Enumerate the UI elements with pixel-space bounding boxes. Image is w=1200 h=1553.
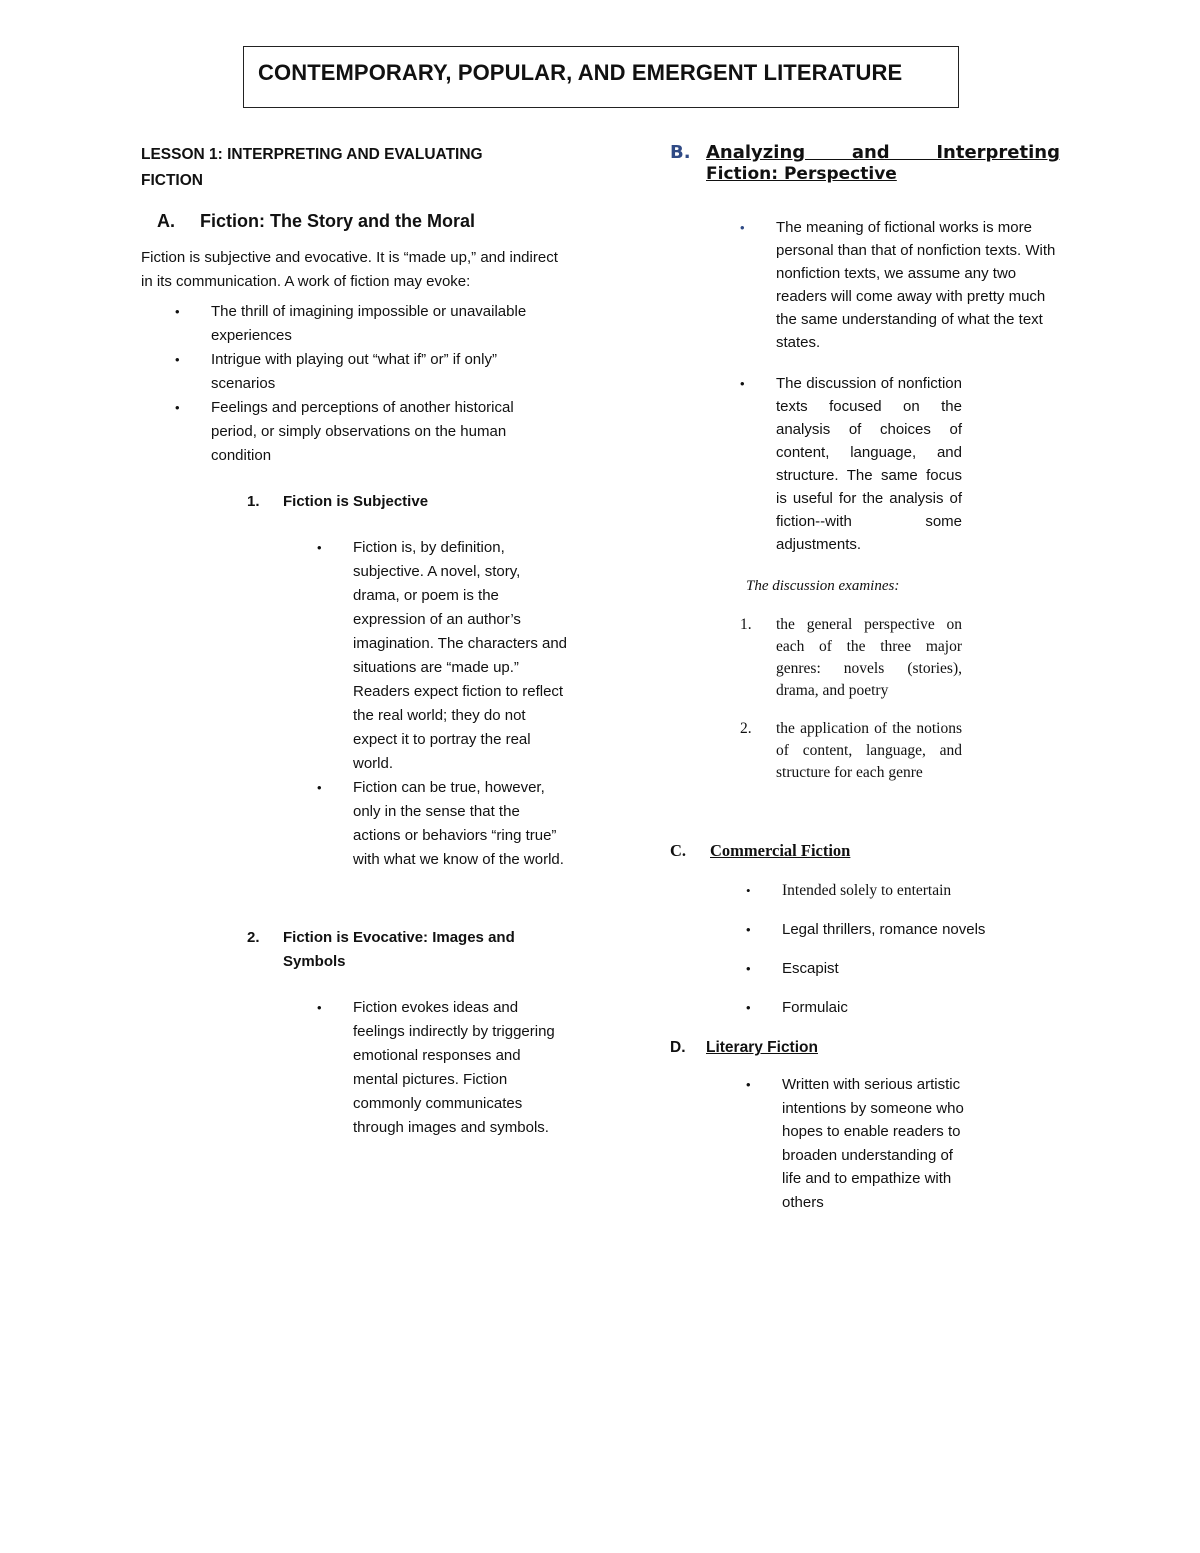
subsection-1-title: Fiction is Subjective <box>283 493 429 510</box>
evokes-list <box>175 300 561 468</box>
document-title: CONTEMPORARY, POPULAR, AND EMERGENT LITERATURE <box>258 60 903 85</box>
section-b-title-line2: Fiction: Perspective <box>706 164 897 184</box>
bullet-icon: • <box>746 1000 751 1015</box>
section-c-letter: C. <box>670 841 687 860</box>
list-item <box>746 1073 966 1214</box>
list-item-text: Fiction is, by definition, subjective. A novel, story, drama, or poem is the expression of an author’s imagination. The characters and situations are “made up.” Readers expect fiction to reflect the real world; they do not expect it to portray the real world. <box>353 539 568 772</box>
list-item <box>175 300 561 348</box>
list-item-text: Fiction evokes ideas and feelings indirectly by triggering emotional responses and mental pictures. Fiction commonly communicates through images and symbols. <box>353 999 555 1136</box>
section-a-heading <box>157 208 571 234</box>
lesson-heading: LESSON 1: INTERPRETING AND EVALUATING FICTION <box>141 146 483 189</box>
section-c-title: Commercial Fiction <box>710 841 851 860</box>
section-d-list <box>746 1073 966 1214</box>
bullet-icon: • <box>317 1000 322 1015</box>
section-b-heading <box>670 142 1070 186</box>
list-item-text: Written with serious artistic intentions by someone who hopes to enable readers to broaden understanding of life and to empathize with others <box>782 1076 964 1211</box>
section-c-list <box>746 878 1022 1021</box>
bullet-icon: • <box>746 961 751 976</box>
bullet-icon: • <box>317 540 322 555</box>
list-item <box>746 878 1022 904</box>
section-d-title: Literary Fiction <box>706 1039 818 1056</box>
list-item-text: Intended solely to entertain <box>782 882 952 899</box>
subsection-1-number: 1. <box>247 493 260 510</box>
bullet-icon: • <box>175 352 180 367</box>
section-a-title: Fiction: The Story and the Moral <box>200 211 476 231</box>
section-d-letter: D. <box>670 1039 686 1056</box>
examines-list <box>740 614 962 784</box>
list-item <box>746 917 1022 943</box>
subsection-2-title: Fiction is Evocative: Images and Symbols <box>283 929 515 970</box>
subsection-2-heading <box>141 926 571 974</box>
list-item <box>175 396 561 468</box>
list-item <box>746 995 1022 1021</box>
list-item-text: The meaning of fictional works is more personal than that of nonfiction texts. With nonfiction texts, we assume any two readers will come away with pretty much the same understanding of what the text states. <box>776 219 1056 351</box>
list-item <box>317 776 568 872</box>
subsection-1-list <box>317 536 568 872</box>
bullet-icon: • <box>740 376 745 391</box>
section-b-list-1 <box>740 216 1060 354</box>
bullet-icon: • <box>175 304 180 319</box>
right-column <box>670 142 1070 1214</box>
list-item-text: Formulaic <box>782 999 848 1016</box>
list-number: 2. <box>740 720 752 737</box>
list-item-text: Fiction can be true, however, only in the sense that the actions or behaviors “ring true” with what we know of the world. <box>353 779 564 868</box>
list-item <box>317 536 568 776</box>
section-c-heading <box>670 838 1070 864</box>
section-b-list-2 <box>740 372 962 556</box>
section-b-title-line1: Analyzing and Interpreting <box>706 142 1060 163</box>
bullet-icon: • <box>175 400 180 415</box>
list-item <box>746 956 1022 982</box>
list-item-text: the general perspective on each of the three major genres: novels (stories), drama, and poetry <box>776 616 962 699</box>
list-item-text: Legal thrillers, romance novels <box>782 921 986 938</box>
bullet-icon: • <box>317 780 322 795</box>
bullet-icon: • <box>740 220 745 235</box>
list-item-text: The thrill of imagining impossible or unavailable experiences <box>211 303 527 344</box>
examines-label: The discussion examines: <box>746 578 900 594</box>
list-item-text: the application of the notions of content, language, and structure for each genre <box>776 720 962 781</box>
list-item-text: Escapist <box>782 960 839 977</box>
list-item <box>740 372 962 556</box>
subsection-2-list <box>317 996 568 1140</box>
list-item <box>740 614 962 702</box>
section-b-letter: B. <box>670 142 691 163</box>
list-item <box>740 718 962 784</box>
section-a-letter: A. <box>157 211 175 231</box>
list-item-text: Intrigue with playing out “what if” or” if only” scenarios <box>211 351 497 392</box>
list-item <box>175 348 561 396</box>
left-column <box>141 142 571 1140</box>
list-item <box>317 996 568 1140</box>
list-item-text: The discussion of nonfiction texts focused on the analysis of choices of content, language, and structure. The same focus is useful for the analysis of fiction--with some adjustments. <box>776 375 962 553</box>
list-item <box>740 216 1060 354</box>
bullet-icon: • <box>746 1077 751 1092</box>
list-item-text: Feelings and perceptions of another historical period, or simply observations on the human condition <box>211 399 514 464</box>
list-number: 1. <box>740 616 752 633</box>
subsection-2-number: 2. <box>247 929 260 946</box>
bullet-icon: • <box>746 883 751 898</box>
section-d-heading <box>670 1035 1070 1061</box>
title-box <box>243 46 959 108</box>
intro-paragraph: Fiction is subjective and evocative. It is “made up,” and indirect in its communication. A work of fiction may evoke: <box>141 249 558 290</box>
subsection-1-heading <box>141 490 571 514</box>
bullet-icon: • <box>746 922 751 937</box>
